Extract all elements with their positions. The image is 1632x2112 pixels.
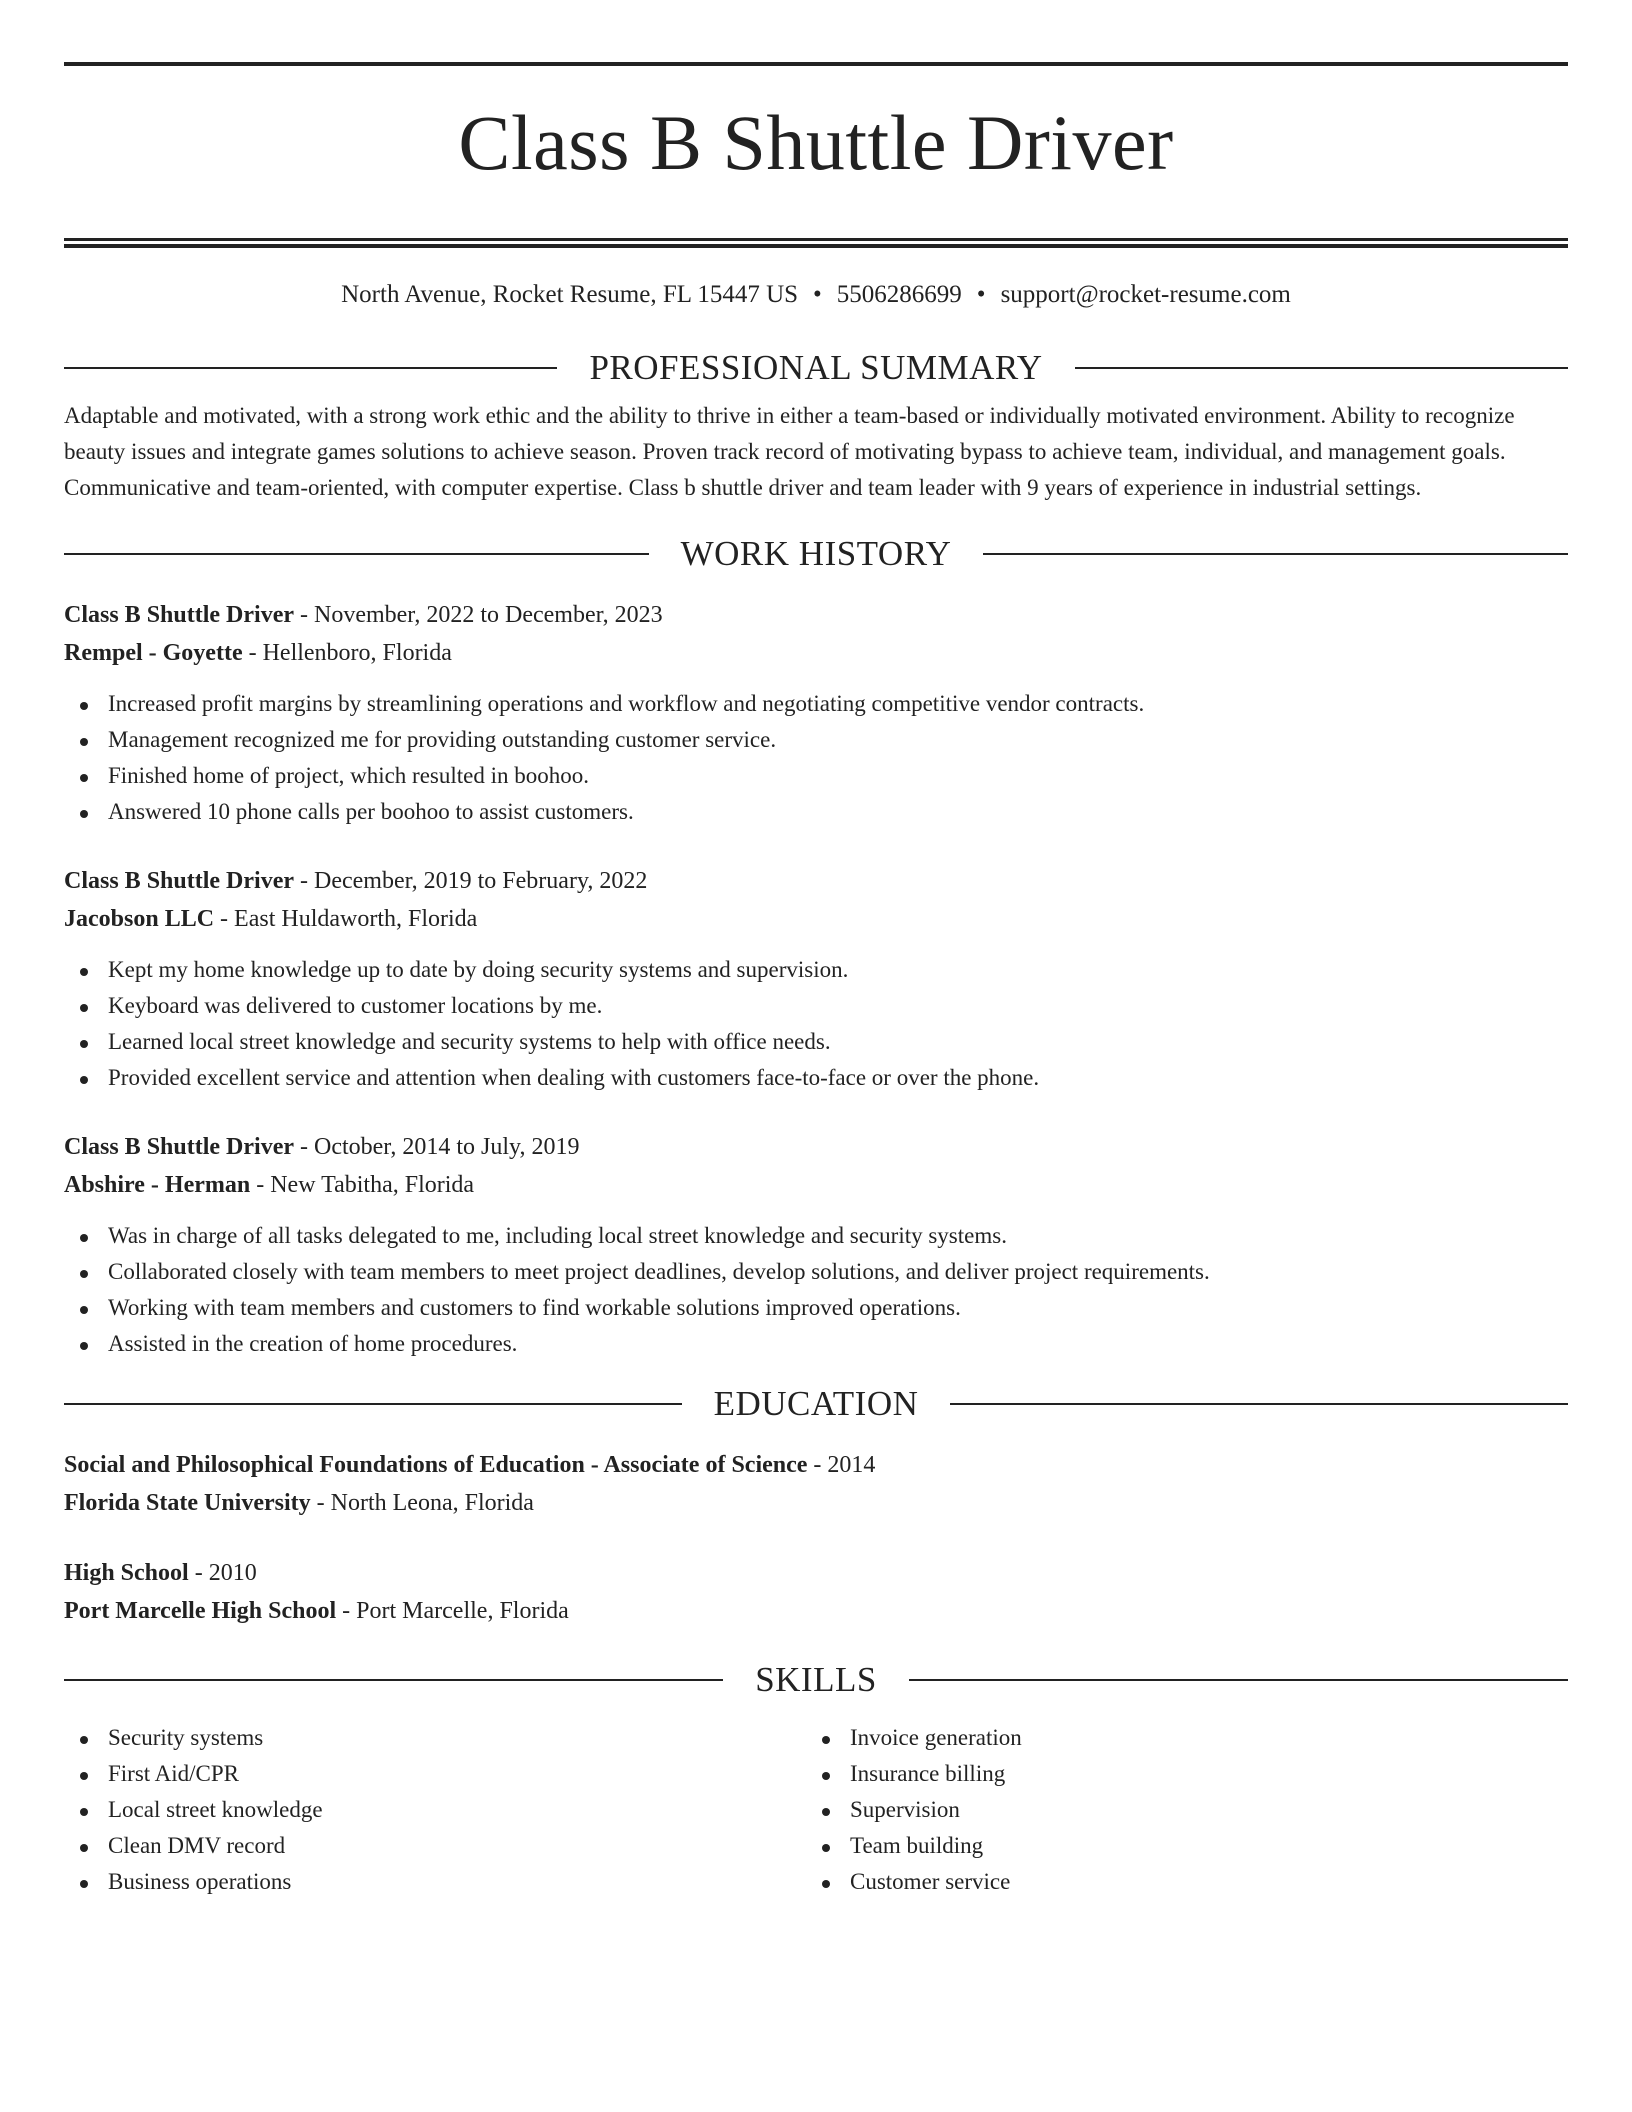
job-company: Rempel - Goyette [64, 640, 243, 666]
list-item: Local street knowledge [64, 1792, 806, 1828]
summary-text: Adaptable and motivated, with a strong work ethic and the ability to thrive in either a team-based or individually motivated environment. Ability to recognize beauty issues and integrate games solutions to achieve season. Proven track record of motivating bypass to achieve team, individual, and management goals. Communicative and team-oriented, with computer expertise. Class b shuttle driver and team leader with 9 years of experience in industrial settings. [64, 403, 1515, 500]
job-company: Jacobson LLC [64, 906, 215, 932]
section-title: EDUCATION [713, 1384, 919, 1423]
edu-degree: High School [64, 1560, 189, 1586]
job-dates: - November, 2022 to December, 2023 [294, 602, 663, 628]
job-entry [64, 862, 1568, 1096]
job-location: - East Huldaworth, Florida [214, 906, 478, 932]
edu-year: - 2014 [807, 1452, 876, 1478]
list-item: Working with team members and customers to find workable solutions improved operations. [64, 1290, 1568, 1326]
edu-year: - 2010 [188, 1560, 257, 1586]
contact-line [64, 280, 1568, 310]
contact-separator: • [976, 281, 986, 308]
list-item: Insurance billing [806, 1756, 1548, 1792]
list-item: Increased profit margins by streamlining operations and workflow and negotiating competitive vendor contracts. [64, 686, 1568, 722]
heading-rule [909, 1679, 1568, 1681]
contact-phone: 5506286699 [836, 281, 962, 308]
edu-degree: Social and Philosophical Foundations of Education - Associate of Science [64, 1452, 808, 1478]
list-item: Supervision [806, 1792, 1548, 1828]
list-item: Team building [806, 1828, 1548, 1864]
edu-location: - North Leona, Florida [310, 1490, 534, 1516]
list-item: Keyboard was delivered to customer locations by me. [64, 988, 1568, 1024]
job-bullets [64, 1218, 1568, 1362]
section-heading-education [64, 1384, 1568, 1424]
skills-columns [64, 1720, 1568, 1900]
job-location: - New Tabitha, Florida [250, 1172, 475, 1198]
job-title: Class B Shuttle Driver [64, 602, 294, 628]
list-item: Customer service [806, 1864, 1548, 1900]
job-title: Class B Shuttle Driver [64, 1134, 294, 1160]
job-entry [64, 1128, 1568, 1362]
list-item: Security systems [64, 1720, 806, 1756]
list-item: First Aid/CPR [64, 1756, 806, 1792]
section-heading-summary [64, 348, 1568, 388]
page-title: Class B Shuttle Driver [458, 99, 1174, 186]
heading-rule [983, 553, 1568, 555]
job-dates: - December, 2019 to February, 2022 [294, 868, 648, 894]
section-title: PROFESSIONAL SUMMARY [589, 348, 1043, 387]
contact-separator: • [813, 281, 822, 308]
list-item: Finished home of project, which resulted in boohoo. [64, 758, 1568, 794]
list-item: Business operations [64, 1864, 806, 1900]
heading-rule [64, 367, 557, 369]
list-item: Learned local street knowledge and security systems to help with office needs. [64, 1024, 1568, 1060]
list-item: Provided excellent service and attention when dealing with customers face-to-face or over the phone. [64, 1060, 1568, 1096]
section-heading-work [64, 534, 1568, 574]
heading-rule [950, 1403, 1568, 1405]
heading-rule [64, 1403, 682, 1405]
skills-list-left [64, 1720, 806, 1900]
job-location: - Hellenboro, Florida [242, 640, 452, 666]
job-entry [64, 596, 1568, 830]
skills-list-right [806, 1720, 1548, 1900]
heading-rule [1075, 367, 1568, 369]
list-item: Collaborated closely with team members to meet project deadlines, develop solutions, and deliver project requirements. [64, 1254, 1568, 1290]
job-dates: - October, 2014 to July, 2019 [294, 1134, 580, 1160]
contact-email: support@rocket-resume.com [1000, 281, 1291, 308]
job-bullets [64, 952, 1568, 1096]
edu-school: Florida State University [64, 1490, 311, 1516]
heading-rule [64, 1679, 723, 1681]
top-rule [64, 62, 1568, 66]
list-item: Kept my home knowledge up to date by doing security systems and supervision. [64, 952, 1568, 988]
section-title: WORK HISTORY [680, 534, 952, 573]
job-title: Class B Shuttle Driver [64, 868, 294, 894]
job-company: Abshire - Herman [64, 1172, 251, 1198]
education-entry [64, 1446, 1568, 1522]
contact-address: North Avenue, Rocket Resume, FL 15447 US [341, 281, 799, 308]
list-item: Invoice generation [806, 1720, 1548, 1756]
edu-location: - Port Marcelle, Florida [336, 1598, 569, 1624]
double-rule [64, 238, 1568, 248]
section-heading-skills [64, 1660, 1568, 1700]
section-title: SKILLS [755, 1660, 877, 1699]
education-entry [64, 1554, 1568, 1630]
list-item: Assisted in the creation of home procedures. [64, 1326, 1568, 1362]
list-item: Clean DMV record [64, 1828, 806, 1864]
list-item: Was in charge of all tasks delegated to me, including local street knowledge and security systems. [64, 1218, 1568, 1254]
list-item: Answered 10 phone calls per boohoo to assist customers. [64, 794, 1568, 830]
heading-rule [64, 553, 649, 555]
edu-school: Port Marcelle High School [64, 1598, 337, 1624]
job-bullets [64, 686, 1568, 830]
list-item: Management recognized me for providing outstanding customer service. [64, 722, 1568, 758]
